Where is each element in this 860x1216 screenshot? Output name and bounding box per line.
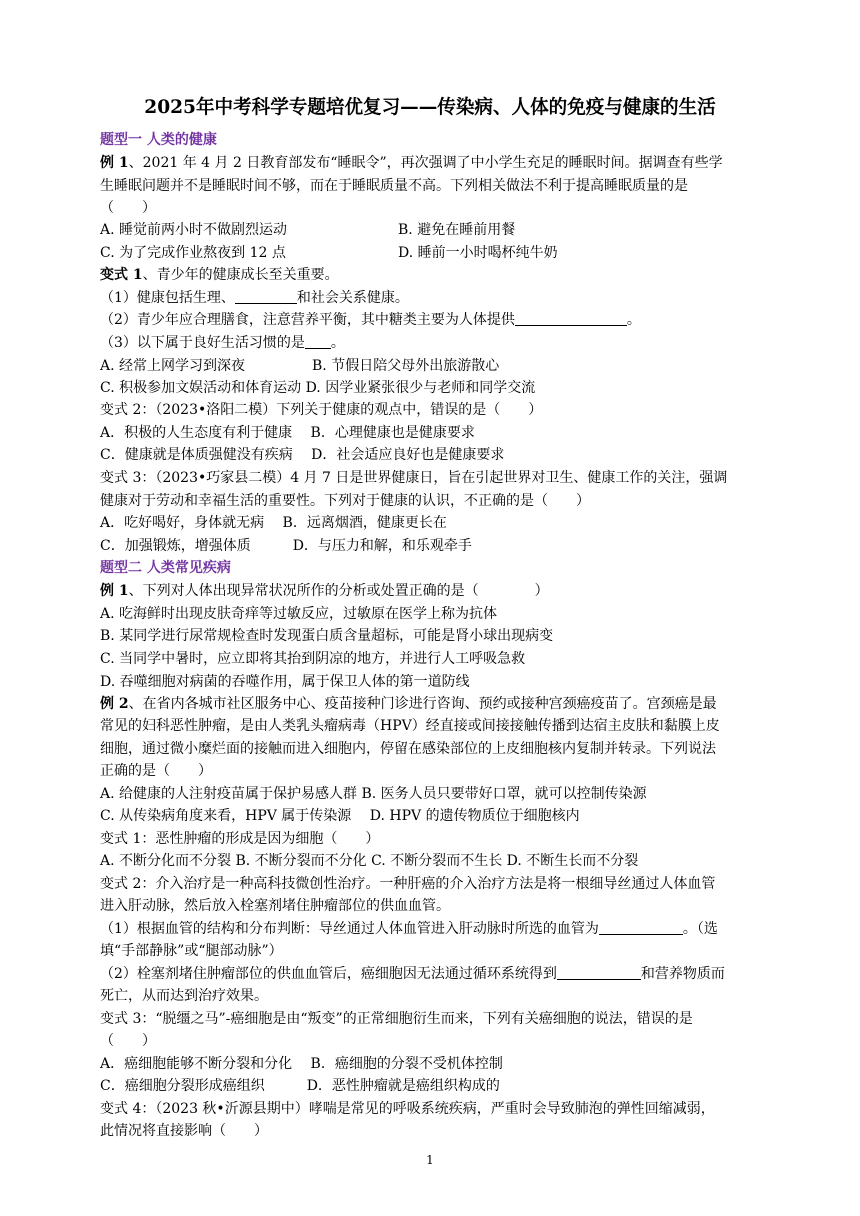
answer-blank (515, 311, 627, 326)
example-label: 例 2 (100, 696, 129, 712)
example-1-stem: 例 1、2021 年 4 月 2 日教育部发布“睡眠令”，再次强调了中小学生充足的睡眠时间。据调查有些学 (100, 155, 723, 171)
option-d: D. 睡前一小时喝杯纯牛奶 (398, 245, 558, 261)
option-b: B. 某同学进行尿常规检查时发现蛋白质含量超标，可能是肾小球出现病变 (100, 628, 554, 644)
example-2-stem-line3: 细胞，通过微小糜烂面的接触而进入细胞内，停留在感染部位的上皮细胞核内复制并转录。下列说法 (100, 741, 716, 757)
option-ab: A．吃好喝好，身体就无病 B．远离烟酒，健康更长在 (100, 515, 447, 531)
example-2-stem: 例 2、在省内各城市社区服务中心、疫苗接种门诊进行咨询、预约或接种宫颈癌疫苗了。宫颈癌是最 (100, 696, 717, 712)
page-title: 2025年中考科学专题培优复习——传染病、人体的免疫与健康的生活 (144, 96, 716, 118)
variant-2-stem-line2: 进入肝动脉，然后放入栓塞剂堵住肿瘤部位的供血血管。 (100, 898, 450, 914)
variant-3-stem: 变式 3：（2023•巧家县二模）4 月 7 日是世界健康日，旨在引起世界对卫生、健康工作的关注，强调 (100, 470, 728, 486)
option-a: A. 经常上网学习到深夜 (100, 358, 246, 374)
variant-1-q1: （1）健康包括生理、 和社会关系健康。 (100, 290, 409, 306)
variant-1-q3: （3）以下属于良好生活习惯的是 。 (100, 335, 345, 351)
example-label: 例 1 (100, 583, 129, 599)
variant-2-q2-line2: 死亡，从而达到治疗效果。 (100, 988, 268, 1004)
option-cd: C．健康就是体质强健没有疾病 D．社会适应良好也是健康要求 (100, 447, 505, 463)
section-heading-1: 题型一 人类的健康 (100, 132, 217, 148)
example-1-stem: 例 1、下列对人体出现异常状况所作的分析或处置正确的是（ ） (100, 583, 549, 599)
option-a: A. 睡觉前两小时不做剧烈运动 (100, 222, 288, 238)
answer-blank (305, 334, 331, 349)
variant-1-stem: 变式 1、青少年的健康成长至关重要。 (100, 267, 339, 283)
variant-4-stem-line2: 此情况将直接影响（ ） (100, 1123, 268, 1139)
option-b: B. 节假日陪父母外出旅游散心 (312, 358, 500, 374)
variant-3-stem-line2: 健康对于劳动和幸福生活的重要性。下列对于健康的认识，不正确的是（ ） (100, 493, 590, 509)
variant-1-q2: （2）青少年应合理膳食，注意营养平衡，其中糖类主要为人体提供 。 (100, 312, 641, 328)
option-cd: C. 从传染病角度来看，HPV 属于传染源 D. HPV 的遗传物质位于细胞核内 (100, 808, 580, 824)
variant-2-stem: 变式 2：（2023•洛阳二模）下列关于健康的观点中，错误的是（ ） (100, 402, 543, 418)
variant-3-stem: 变式 3：“脱缰之马”-癌细胞是由“叛变”的正常细胞衍生而来，下列有关癌细胞的说法，错误的是 (100, 1011, 693, 1027)
option-ab: A．积极的人生态度有利于健康 B．心理健康也是健康要求 (100, 425, 475, 441)
option-ab: A. 给健康的人注射疫苗属于保护易感人群 B. 医务人员只要带好口罩，就可以控制传染源 (100, 786, 647, 802)
variant-2-stem: 变式 2：介入治疗是一种高科技微创性治疗。一种肝癌的介入治疗方法是将一根细导丝通过人体血管 (100, 876, 716, 892)
option-cd: C．癌细胞分裂形成癌组织 D．恶性肿瘤就是癌组织构成的 (100, 1078, 500, 1094)
variant-2-q1-line2: 填“手部静脉”或“腿部动脉”） (100, 943, 283, 959)
option-c: C. 当同学中暑时，应立即将其抬到阴凉的地方，并进行人工呼吸急救 (100, 651, 526, 667)
option-cd: C. 积极参加文娱活动和体育运动 D. 因学业紧张很少与老师和同学交流 (100, 380, 536, 396)
section-heading-2: 题型二 人类常见疾病 (100, 560, 231, 576)
variant-1-options: A. 不断分化而不分裂 B. 不断分裂而不分化 C. 不断分裂而不生长 D. 不断生长而不分裂 (100, 853, 639, 869)
answer-blank (235, 289, 297, 304)
answer-blank (557, 965, 641, 980)
example-1-stem-line2: 生睡眠问题并不是睡眠时间不够，而在于睡眠质量不高。下列相关做法不利于提高睡眠质量的是 (100, 178, 688, 194)
example-2-stem-line4: 正确的是（ ） (100, 763, 212, 779)
variant-2-q2: （2）栓塞剂堵住肿瘤部位的供血血管后，癌细胞因无法通过循环系统得到 和营养物质而 (100, 966, 725, 982)
answer-blank (599, 920, 683, 935)
option-b: B. 避免在睡前用餐 (398, 222, 516, 238)
option-cd: C．加强锻炼，增强体质 D．与压力和解，和乐观牵手 (100, 538, 472, 554)
option-a: A. 吃海鲜时出现皮肤奇痒等过敏反应，过敏原在医学上称为抗体 (100, 606, 498, 622)
variant-1-stem: 变式 1：恶性肿瘤的形成是因为细胞（ ） (100, 831, 380, 847)
variant-4-stem: 变式 4：（2023 秋•沂源县期中）哮喘是常见的呼吸系统疾病，严重时会导致肺泡的弹性回缩减弱， (100, 1101, 715, 1117)
example-label: 例 1 (100, 155, 129, 171)
option-c: C. 为了完成作业熬夜到 12 点 (100, 245, 286, 261)
option-d: D. 吞噬细胞对病菌的吞噬作用，属于保卫人体的第一道防线 (100, 674, 470, 690)
example-2-stem-line2: 常见的妇科恶性肿瘤，是由人类乳头瘤病毒（HPV）经直接或间接接触传播到达宿主皮肤和黏膜上皮 (100, 718, 720, 734)
page-number: 1 (426, 1153, 434, 1167)
answer-paren: （ ） (100, 200, 156, 216)
answer-paren: （ ） (100, 1033, 156, 1049)
variant-2-q1: （1）根据血管的结构和分布判断：导丝通过人体血管进入肝动脉时所选的血管为 。（选 (100, 921, 718, 937)
option-ab: A．癌细胞能够不断分裂和分化 B．癌细胞的分裂不受机体控制 (100, 1056, 503, 1072)
variant-label: 变式 1 (100, 267, 143, 283)
